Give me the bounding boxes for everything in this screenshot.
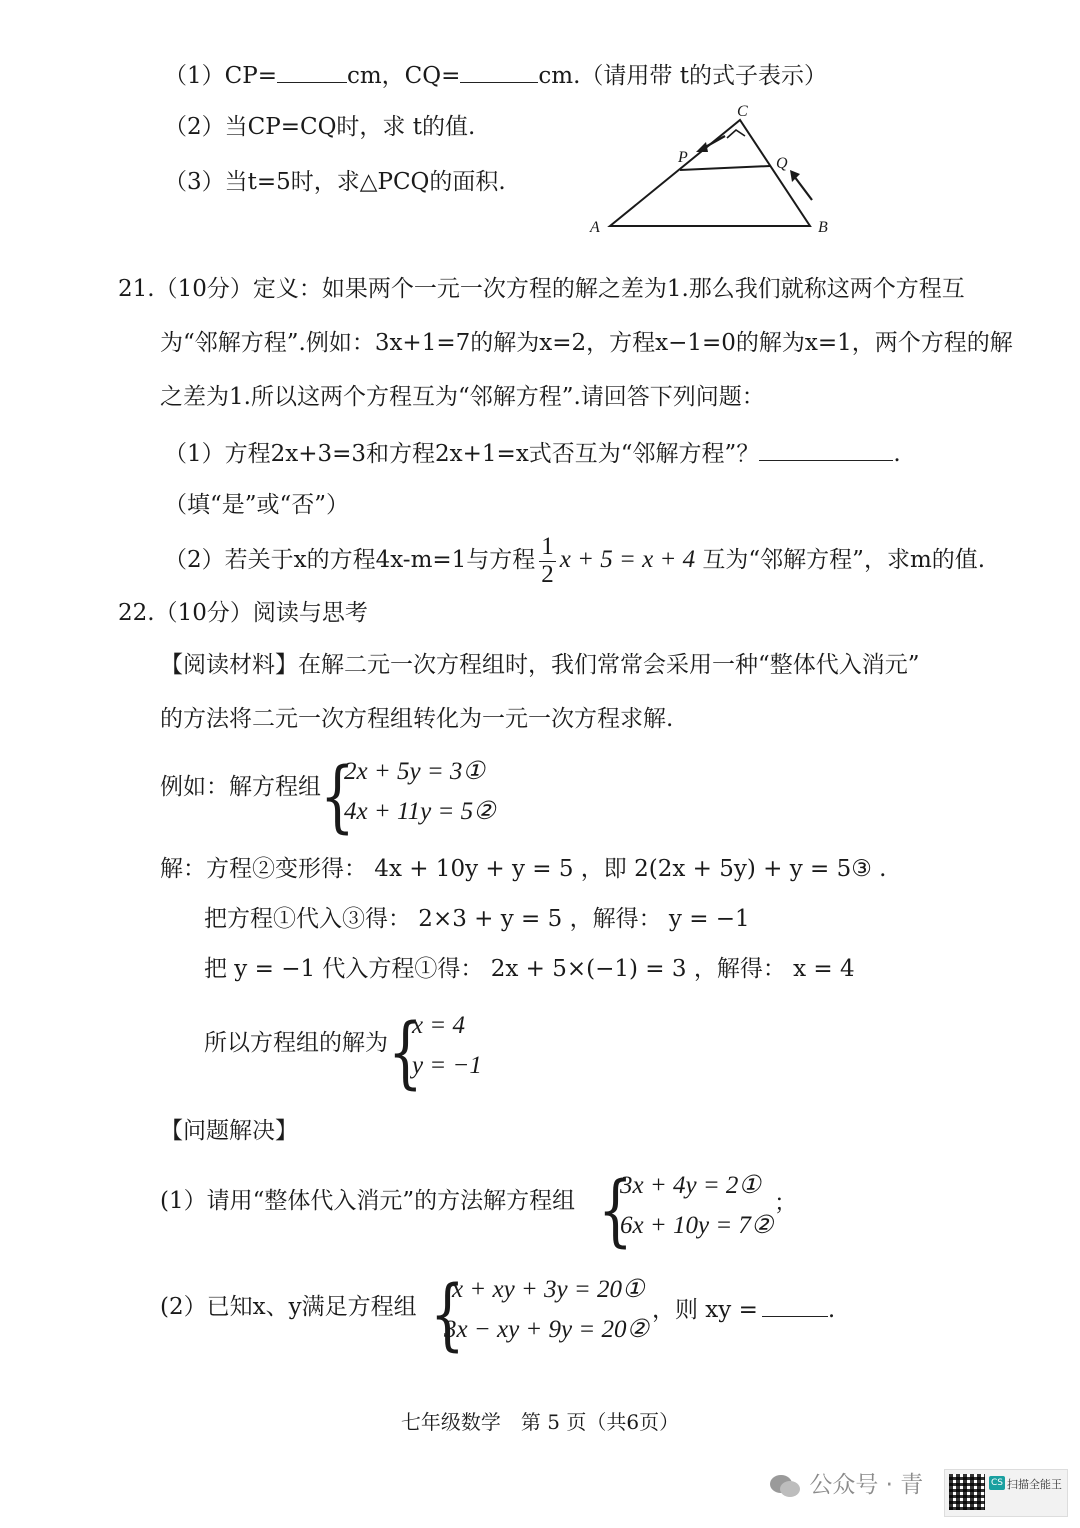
problem2-label: (2）已知x、y满足方程组 (160, 1294, 417, 1320)
equation-1: x + xy + 3y = 20① (452, 1276, 645, 1303)
arrowhead-p (696, 142, 708, 152)
qr-code-icon (949, 1474, 985, 1510)
equation-1: 2x + 5y = 3① (344, 758, 485, 785)
solution-result-label: 所以方程组的解为 (204, 1030, 388, 1056)
left-brace: { (598, 1166, 633, 1256)
answer-blank-cq (460, 62, 538, 83)
q22-reading-line1: 【阅读材料】在解二元一次方程组时，我们常常会采用一种“整体代入消元” (160, 652, 920, 678)
problem2-answer: ，则 xy = . (652, 1297, 836, 1323)
equation-2: 3x − xy + 9y = 20② (444, 1316, 649, 1343)
solution-line3: 把 y = −1 代入方程①得： 2x + 5×(−1) = 3 ，解得： x = 4 (204, 956, 855, 982)
label-a: A (590, 219, 600, 236)
q22-title: 22.（10分）阅读与思考 (118, 600, 368, 626)
right-angle-mark (727, 130, 745, 138)
example-label: 例如：解方程组 (160, 774, 321, 800)
camscanner-logo-icon: CS (991, 1478, 1003, 1488)
problem1-end: ； (774, 1190, 797, 1216)
solution-line1: 解：方程②变形得： 4x + 10y + y = 5 ，即 2(2x + 5y) + y = 5③ . (160, 856, 887, 882)
left-brace: { (430, 1270, 465, 1360)
label-c: C (737, 103, 748, 120)
problem1-label: (1）请用“整体代入消元”的方法解方程组 (160, 1188, 576, 1214)
q21-hint: （填“是”或“否”） (164, 492, 350, 518)
label-b: B (818, 219, 828, 236)
triangle-abc (610, 120, 810, 226)
page-footer: 七年级数学 第 5 页（共6页） (400, 1410, 680, 1434)
answer-blank-xy (762, 1296, 828, 1317)
equation-2: 4x + 11y = 5② (344, 798, 496, 825)
q21-part2: （2）若关于x的方程4x-m=1与方程 $\frac{1}{2}$ x + 5 = x + 4 互为“邻解方程”，求m的值. (164, 533, 986, 588)
problem-title: 【问题解决】 (160, 1118, 298, 1144)
scanner-badge: CS 扫描全能王 (944, 1469, 1068, 1517)
left-brace: { (388, 1008, 423, 1098)
solution-y: y = −1 (412, 1052, 482, 1079)
solution-line2: 把方程①代入③得： 2×3 + y = 5 ，解得： y = −1 (204, 906, 750, 932)
answer-blank-cp (277, 62, 347, 83)
label-p: P (678, 149, 688, 166)
segment-pq (680, 166, 770, 170)
q22-reading-line2: 的方法将二元一次方程组转化为一元一次方程求解. (160, 706, 674, 732)
q21-part1: （1）方程2x+3=3和方程2x+1=x式否互为“邻解方程”？ . (164, 441, 901, 467)
wechat-watermark: 公众号 · 青 (768, 1466, 923, 1499)
q21-line2: 为“邻解方程”.例如：3x+1=7的解为x=2，方程x−1=0的解为x=1，两个方程的解 (160, 330, 1013, 356)
solution-x: x = 4 (412, 1012, 465, 1039)
left-brace: { (320, 752, 355, 842)
triangle-figure (580, 100, 840, 240)
q21-line3: 之差为1.所以这两个方程互为“邻解方程”.请回答下列问题： (160, 384, 765, 410)
q20-part1: （1）CP= cm，CQ= cm.（请用带 t的式子表示） (164, 63, 827, 89)
label-q: Q (776, 155, 788, 172)
fraction-one-half: $\frac{1}{2}$ (541, 533, 554, 588)
arrow-q-direction (794, 176, 812, 200)
wechat-icon (768, 1473, 802, 1499)
equation-2: 6x + 10y = 7② (620, 1212, 774, 1239)
equation-1: 3x + 4y = 2① (620, 1172, 761, 1199)
q21-line1: 21.（10分）定义：如果两个一元一次方程的解之差为1.那么我们就称这两个方程互 (118, 276, 965, 302)
q20-part3: （3）当t=5时，求△PCQ的面积. (164, 169, 506, 195)
answer-blank-q21 (759, 440, 893, 461)
q20-part2: （2）当CP=CQ时，求 t的值. (164, 114, 476, 140)
